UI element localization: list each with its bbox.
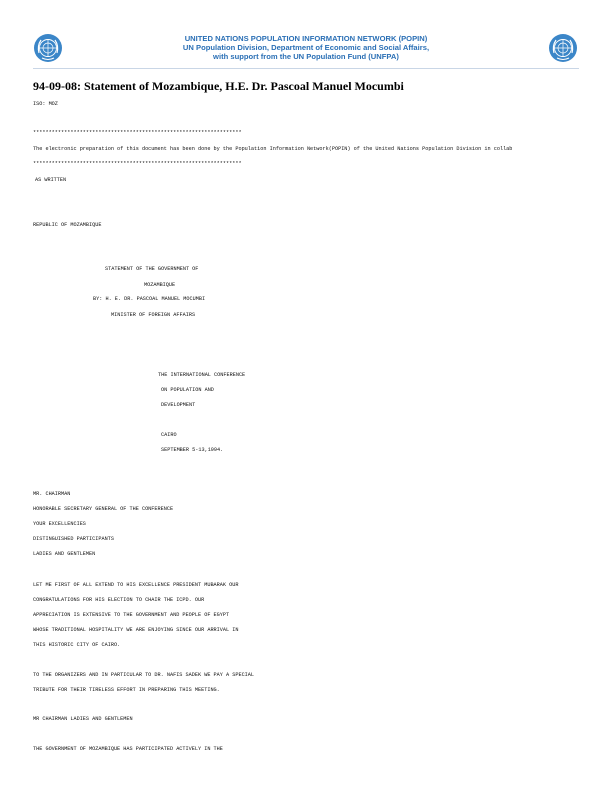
conference-name-line: THE INTERNATIONAL CONFERENCE — [158, 372, 246, 378]
salutation-line: MR CHAIRMAN LADIES AND GENTLEMEN — [33, 716, 133, 722]
paragraph-line: APPRECIATION IS EXTENSIVE TO THE GOVERNMENT AND PEOPLE OF EGYPT — [33, 612, 230, 618]
salutation-line: DISTINGUISHED PARTICIPANTS — [33, 536, 114, 542]
separator-stars: ******************************************************************* — [33, 130, 242, 136]
salutation-line: MR. CHAIRMAN — [33, 491, 71, 497]
paragraph-line: THE GOVERNMENT OF MOZAMBIQUE HAS PARTICIPATED ACTIVELY IN THE — [33, 746, 223, 752]
paragraph-line: CONGRATULATIONS FOR HIS ELECTION TO CHAIR THE ICPD. OUR — [33, 597, 205, 603]
paragraph-line: TRIBUTE FOR THEIR TIRELESS EFFORT IN PREPARING THIS MEETING. — [33, 687, 220, 693]
header-line-3: with support from the UN Population Fund (UNFPA) — [213, 52, 399, 61]
conference-date: SEPTEMBER 5-13,1994. — [161, 447, 224, 453]
conference-place: CAIRO — [161, 432, 177, 438]
conference-name-line: ON POPULATION AND — [161, 387, 214, 393]
preparation-note: The electronic preparation of this document has been done by the Population Information Network(POPIN) of the United Nations Population Division in collab — [33, 146, 513, 152]
paragraph-line: THIS HISTORIC CITY OF CAIRO. — [33, 642, 121, 648]
header-line-2: UN Population Division, Department of Economic and Social Affairs, — [182, 43, 430, 52]
header-line-1: UNITED NATIONS POPULATION INFORMATION NETWORK (POPIN) — [184, 34, 428, 43]
separator-stars: ******************************************************************* — [33, 161, 242, 167]
as-written-note: AS WRITTEN — [35, 177, 67, 183]
paragraph-line: TO THE ORGANIZERS AND IN PARTICULAR TO DR. NAFIS SADEK WE PAY A SPECIAL — [33, 672, 255, 678]
statement-title-line: STATEMENT OF THE GOVERNMENT OF — [105, 266, 199, 272]
republic-heading: REPUBLIC OF MOZAMBIQUE — [33, 222, 102, 228]
paragraph-line: WHOSE TRADITIONAL HOSPITALITY WE ARE ENJOYING SINCE OUR ARRIVAL IN — [33, 627, 239, 633]
conference-name-line: DEVELOPMENT — [161, 402, 196, 408]
salutation-line: LADIES AND GENTLEMEN — [33, 551, 96, 557]
statement-title-line: MOZAMBIQUE — [144, 282, 176, 288]
statement-author-role: MINISTER OF FOREIGN AFFAIRS — [111, 312, 196, 318]
document-title: 94-09-08: Statement of Mozambique, H.E. Dr. Pascoal Manuel Mocumbi — [33, 79, 404, 93]
salutation-line: YOUR EXCELLENCIES — [33, 521, 86, 527]
statement-author: BY: H. E. DR. PASCOAL MANUEL MOCUMBI — [93, 296, 206, 302]
paragraph-line: LET ME FIRST OF ALL EXTEND TO HIS EXCELLENCE PRESIDENT MUBARAK OUR — [33, 582, 239, 588]
salutation-line: HONORABLE SECRETARY GENERAL OF THE CONFERENCE — [33, 506, 174, 512]
iso-code: ISO: MOZ — [33, 101, 58, 107]
